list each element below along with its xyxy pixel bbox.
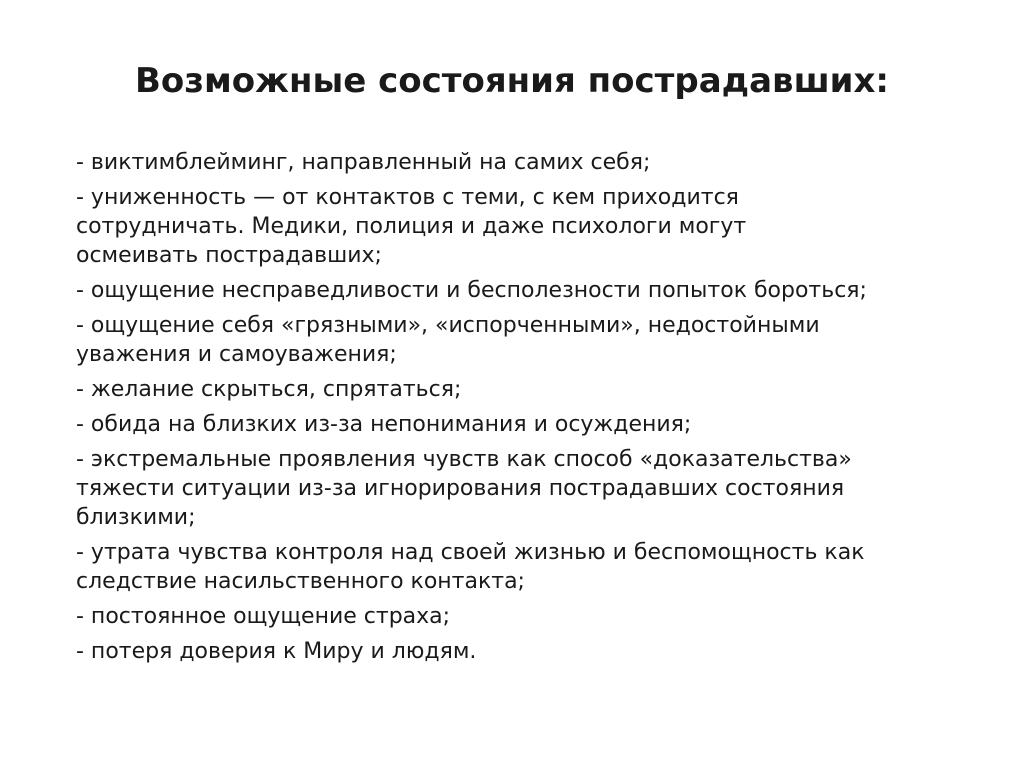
list-item-line: уважения и самоуважения; xyxy=(76,342,397,367)
list-item xyxy=(76,445,981,532)
list-item xyxy=(76,538,981,596)
list-item xyxy=(76,410,981,439)
list-item-line: близкими; xyxy=(76,505,196,530)
list-item-line: - экстремальные проявления чувств как способ «доказательства» xyxy=(76,447,852,472)
list-item-line: - утрата чувства контроля над своей жизнью и беспомощность как xyxy=(76,540,865,565)
list-item-line: - униженность — от контактов с теми, с кем приходится xyxy=(76,185,739,210)
list-item-line: - ощущение несправедливости и бесполезности попыток бороться; xyxy=(76,278,867,303)
list-item-line: - желание скрыться, спрятаться; xyxy=(76,377,462,402)
list-item-line: - виктимблейминг, направленный на самих себя; xyxy=(76,150,651,175)
list-item xyxy=(76,602,981,631)
list-item-line: - ощущение себя «грязными», «испорченными», недостойными xyxy=(76,313,820,338)
list-item xyxy=(76,183,981,270)
list-item-line: сотрудничать. Медики, полиция и даже психологи могут xyxy=(76,214,747,239)
bullet-list xyxy=(76,148,981,672)
list-item-line: следствие насильственного контакта; xyxy=(76,569,525,594)
list-item-line: - постоянное ощущение страха; xyxy=(76,604,451,629)
list-item xyxy=(76,637,981,666)
list-item xyxy=(76,148,981,177)
list-item xyxy=(76,311,981,369)
list-item xyxy=(76,375,981,404)
list-item-line: осмеивать пострадавших; xyxy=(76,243,382,268)
slide-title: Возможные состояния пострадавших: xyxy=(134,61,890,101)
list-item-line: - обида на близких из-за непонимания и осуждения; xyxy=(76,412,692,437)
list-item-line: - потеря доверия к Миру и людям. xyxy=(76,639,477,664)
list-item xyxy=(76,276,981,305)
list-item-line: тяжести ситуации из-за игнорирования пострадавших состояния xyxy=(76,476,845,501)
